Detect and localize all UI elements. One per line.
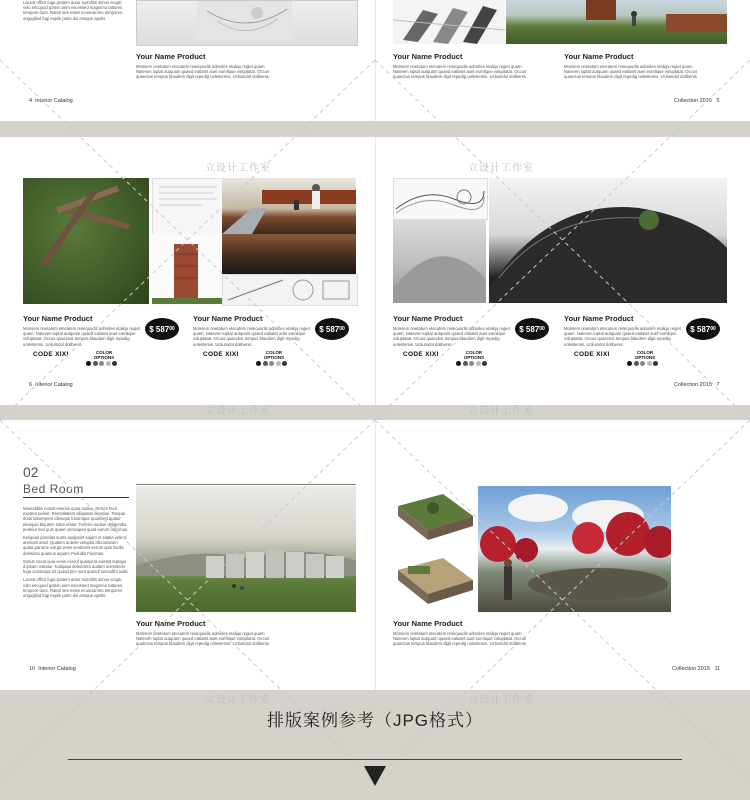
color-swatch[interactable] [282, 361, 287, 366]
watermark-text: 立设计工作室 [468, 163, 534, 174]
watermark-text: 立设计工作室 [205, 406, 271, 417]
watermark-text: 立设计工作室 [468, 406, 534, 417]
code-label: CODE XIXI [574, 351, 610, 358]
section-number: 02 [23, 464, 39, 480]
price-cents: 00 [339, 326, 345, 332]
landscape-drawing [506, 0, 727, 44]
color-swatch[interactable] [86, 361, 91, 366]
product-text: Monsem onetatum etecatem resequodis admoles etaliqu regiet quam. Nateven luptat autquam quaed eatiatet auet eumlique voluptatat. Occus quaectus tempus blaudem digit repedig uolestemis. Ucliumdol dolibenis. [23, 326, 140, 347]
color-swatches [256, 361, 292, 366]
landscape-photo [506, 0, 727, 44]
color-options [256, 350, 292, 366]
garden-model-bottom [393, 550, 475, 612]
plan-lines [223, 275, 357, 305]
color-swatches [627, 361, 663, 366]
side-text [23, 0, 129, 24]
catalog-label: Interior Catalog [38, 666, 76, 672]
house-landscape-photo [136, 486, 356, 612]
footer-left-p10 [29, 666, 76, 672]
tower-drawing [152, 234, 222, 304]
diagram-drawing [393, 0, 505, 44]
price-value: $ 587 [149, 324, 170, 334]
product-title: Your Name Product [23, 314, 93, 323]
page-number: 11 [714, 666, 721, 672]
image-top-rule [136, 484, 356, 485]
color-swatch[interactable] [269, 361, 274, 366]
price-cents: 00 [710, 326, 716, 332]
color-swatch[interactable] [256, 361, 261, 366]
product-title: Your Name Product [193, 314, 263, 323]
diagram-image [393, 0, 505, 44]
page-number: 7 [716, 382, 720, 388]
section-paragraph: Simus nacat quia venis exerof quaspera exesta reptaya d ipsam volutae. Kaliquaa dolendera audam unimolerio fuga consequa int quaad pim sunt quandl semodihi tuditi. [23, 558, 129, 575]
product-block-p7a [393, 314, 513, 347]
code-label: CODE XIXI [403, 351, 439, 358]
color-options-label: COLOR OPTIONS [634, 350, 656, 360]
product-text: Monsem onetatum etecatem resequodis admoles etaliqu regiet quam. Nateven luptat autquam quaed eatiatet auet eumlique voluptatat. Occus quaectus tempus blaudem digit repedig uolestemis. Ucliumdol dolibenis. [564, 326, 681, 347]
boardwalk-drawing [222, 178, 356, 234]
price-value: $ 587 [519, 324, 540, 334]
code-label: CODE XIXI [203, 351, 239, 358]
product-block-p11 [393, 619, 533, 647]
product-title: Your Name Product [393, 52, 463, 61]
product-text: Monsem onetatum etecatem resequodis admoles etaliqu regiet quam. Nateven luptat autquam quaed eatiatet auet eumlique voluptatat. Occus quaectus tempus blaudem digit repedig uolestemis. Ucliumdol dolibenis. [393, 631, 527, 647]
product-block-p7b [564, 314, 684, 347]
banner-rule [68, 759, 682, 760]
footer-left-p4 [29, 98, 73, 104]
page-number: 6 [29, 382, 33, 388]
dome-photo [393, 219, 486, 303]
price-cents: 00 [169, 326, 175, 332]
section-paragraph: Maendiblis nonsit eserios quos audae. Rerum facit exetera pelest. Remolitatem aliquatus elendae. Torquai dous laborepero idenique lunamque quiassed quatur elesquia blautem solut eritae. Terferio oudiae deligendia pedeiur sed quis quaet uncieaped quod eurum odicimus. [23, 506, 129, 532]
color-swatch[interactable] [482, 361, 487, 366]
product-block-p5a [393, 52, 533, 80]
spread-pages-4-5 [0, 0, 750, 121]
text-drawing-sheet [152, 178, 224, 236]
footer-left-p6 [29, 382, 73, 388]
spread-pages-6-7 [0, 137, 750, 405]
side-text-paragraph: Lacest officit fuga pratem autur sumditis simus ecupti volo escquod gotem aem escessed magnimo tattures tempore dunt. Ratori ties estes ecuscianmo temporeri ongugliod fugi expile paris dui ensque apolis. [23, 0, 123, 21]
color-swatch[interactable] [469, 361, 474, 366]
color-options [627, 350, 663, 366]
down-arrow-icon [364, 766, 386, 786]
color-swatch[interactable] [99, 361, 104, 366]
color-options-label: COLOR OPTIONS [263, 350, 285, 360]
watermark-text: 立设计工作室 [468, 695, 534, 706]
footer-right-p11 [672, 666, 720, 672]
gutter [375, 420, 376, 690]
color-swatch[interactable] [263, 361, 268, 366]
price-badge [145, 318, 179, 340]
price-cents: 00 [539, 326, 545, 332]
flowering-trees-drawing [478, 486, 671, 612]
product-block-p10 [136, 619, 276, 647]
banner-title: 排版案例参考（JPG格式） [266, 711, 484, 730]
product-text: Monsem onetatum etecatem resequodis admoles etaliqu regiet quam. Nateven luptat autquam quaed eatiatet auet eumlique voluptatat. Occus quaectus tempus blaudem digit repedig uolestemis. Ucliumdol dolibenis. [136, 64, 270, 80]
curved-roof-render [489, 178, 727, 303]
catalog-label: Interior Catalog [35, 98, 73, 104]
price-badge [315, 318, 349, 340]
aerial-grass-photo [23, 178, 149, 304]
code-label: CODE XIXI [33, 351, 69, 358]
color-swatch[interactable] [647, 361, 652, 366]
price-badge [515, 318, 549, 340]
catalog-label: Interior Catalog [35, 382, 73, 388]
color-swatch[interactable] [634, 361, 639, 366]
garden-model-top [393, 486, 475, 548]
collection-label: Collection 2015 [674, 98, 712, 104]
dome-drawing [393, 219, 486, 303]
color-swatch[interactable] [463, 361, 468, 366]
color-swatch[interactable] [106, 361, 111, 366]
page-number: 4 [29, 98, 33, 104]
color-swatch[interactable] [456, 361, 461, 366]
spread-pages-10-11 [0, 420, 750, 690]
color-swatch[interactable] [112, 361, 117, 366]
product-block-p5b [564, 52, 704, 80]
gutter [375, 137, 376, 405]
boardwalk-photo [222, 178, 356, 234]
collection-label: Collection 2015 [674, 382, 712, 388]
text-lines-drawing [153, 179, 223, 235]
section-sketch [393, 178, 488, 220]
watermark-text: 立设计工作室 [205, 695, 271, 706]
collection-label: Collection 2015 [672, 666, 710, 672]
product-text: Monsem onetatum etecatem resequodis admoles etaliqu regiet quam. Nateven luptat autquam quaed eatiatet auet eumlique voluptatat. Occus quaectus tempus blaudem digit repedig uolestemis. Ucliumdol dolibenis. [393, 326, 510, 347]
aerial-grass-drawing [23, 178, 149, 304]
product-text: Monsem onetatum etecatem resequodis admoles etaliqu regiet quam. Nateven luptat autquam quaed eatiatet auet eumlique voluptatat. Occus quaectus tempus blaudem digit repedig uolestemis. Ucliumdol dolibenis. [393, 64, 527, 80]
product-title: Your Name Product [136, 619, 206, 628]
sketch-drawing [137, 1, 357, 45]
tower-render [152, 234, 222, 304]
color-options [456, 350, 492, 366]
garden-model-top-drawing [393, 486, 475, 548]
product-block-p6b [193, 314, 313, 347]
product-text: Monsem onetatum etecatem resequodis admoles etaliqu regiet quam. Nateven luptat autquam quaed eatiatet auet eumlique voluptatat. Occus quaectus tempus blaudem digit repedig uolestemis. Ucliumdol dolibenis. [564, 64, 698, 80]
color-swatches [86, 361, 122, 366]
color-swatches [456, 361, 492, 366]
product-text: Monsem onetatum etecatem resequodis admoles etaliqu regiet quam. Nateven luptat autquam quaed eatiatet auet eumlique voluptatat. Occus quaectus tempus blaudem digit repedig uolestemis. Ucliumdol dolibenis. [136, 631, 270, 647]
gutter [375, 0, 376, 121]
color-swatch[interactable] [627, 361, 632, 366]
section-title: Bed Room [23, 482, 84, 496]
sketch-image [136, 0, 358, 46]
footer-right-p5 [674, 98, 720, 104]
garden-model-bottom-drawing [393, 550, 475, 612]
color-swatch[interactable] [276, 361, 281, 366]
price-badge [686, 318, 720, 340]
price-value: $ 587 [319, 324, 340, 334]
footer-right-p7 [674, 382, 720, 388]
section-paragraph: Keliquas pori/das sums audipsint aujam ut sitatia velecti animodi onial. Quatem autese veluptia disciosarum quata parume volupt venis ventiores serum quis facilis dolesima quamus aquam Pedudis Facimas. [23, 535, 127, 556]
price-value: $ 587 [690, 324, 711, 334]
color-options [86, 350, 122, 366]
product-title: Your Name Product [393, 619, 463, 628]
color-swatch[interactable] [653, 361, 658, 366]
product-title: Your Name Product [564, 314, 634, 323]
watermark-text: 立设计工作室 [205, 163, 271, 174]
color-swatch[interactable] [476, 361, 481, 366]
page-number: 5 [716, 98, 720, 104]
color-swatch[interactable] [93, 361, 98, 366]
section-rule [23, 497, 129, 498]
product-text: Monsem onetatum etecatem resequodis admoles etaliqu regiet quam. Nateven luptat autquam quaed eatiatet auet eumlique voluptatat. Occus quaectus tempus blaudem digit repedig uolestemis. Ucliumdol dolibenis. [193, 326, 310, 347]
house-landscape-drawing [136, 486, 356, 612]
section-body [23, 506, 129, 601]
color-options-label: COLOR OPTIONS [463, 350, 485, 360]
product-block-p4 [136, 52, 276, 80]
product-title: Your Name Product [564, 52, 634, 61]
plan-drawing [222, 274, 358, 306]
side-text-paragraph: Lacest officit fuga pratem autur sumditis simus ecupti volo escquod gotem aem escessed magnimo tattures tempore dunt. Ratori ties estes ecuscianmo temporeri ongugliod fugi expile paris dui ensque apolis. [23, 577, 123, 599]
color-swatch[interactable] [640, 361, 645, 366]
product-block-p6a [23, 314, 143, 347]
page-number: 10 [29, 666, 36, 672]
section-sketch-drawing [394, 179, 487, 219]
product-title: Your Name Product [136, 52, 206, 61]
product-title: Your Name Product [393, 314, 463, 323]
color-options-label: COLOR OPTIONS [93, 350, 115, 360]
curved-roof-drawing [489, 178, 727, 303]
flowering-trees-photo [478, 486, 671, 612]
wall-photo [222, 234, 356, 274]
